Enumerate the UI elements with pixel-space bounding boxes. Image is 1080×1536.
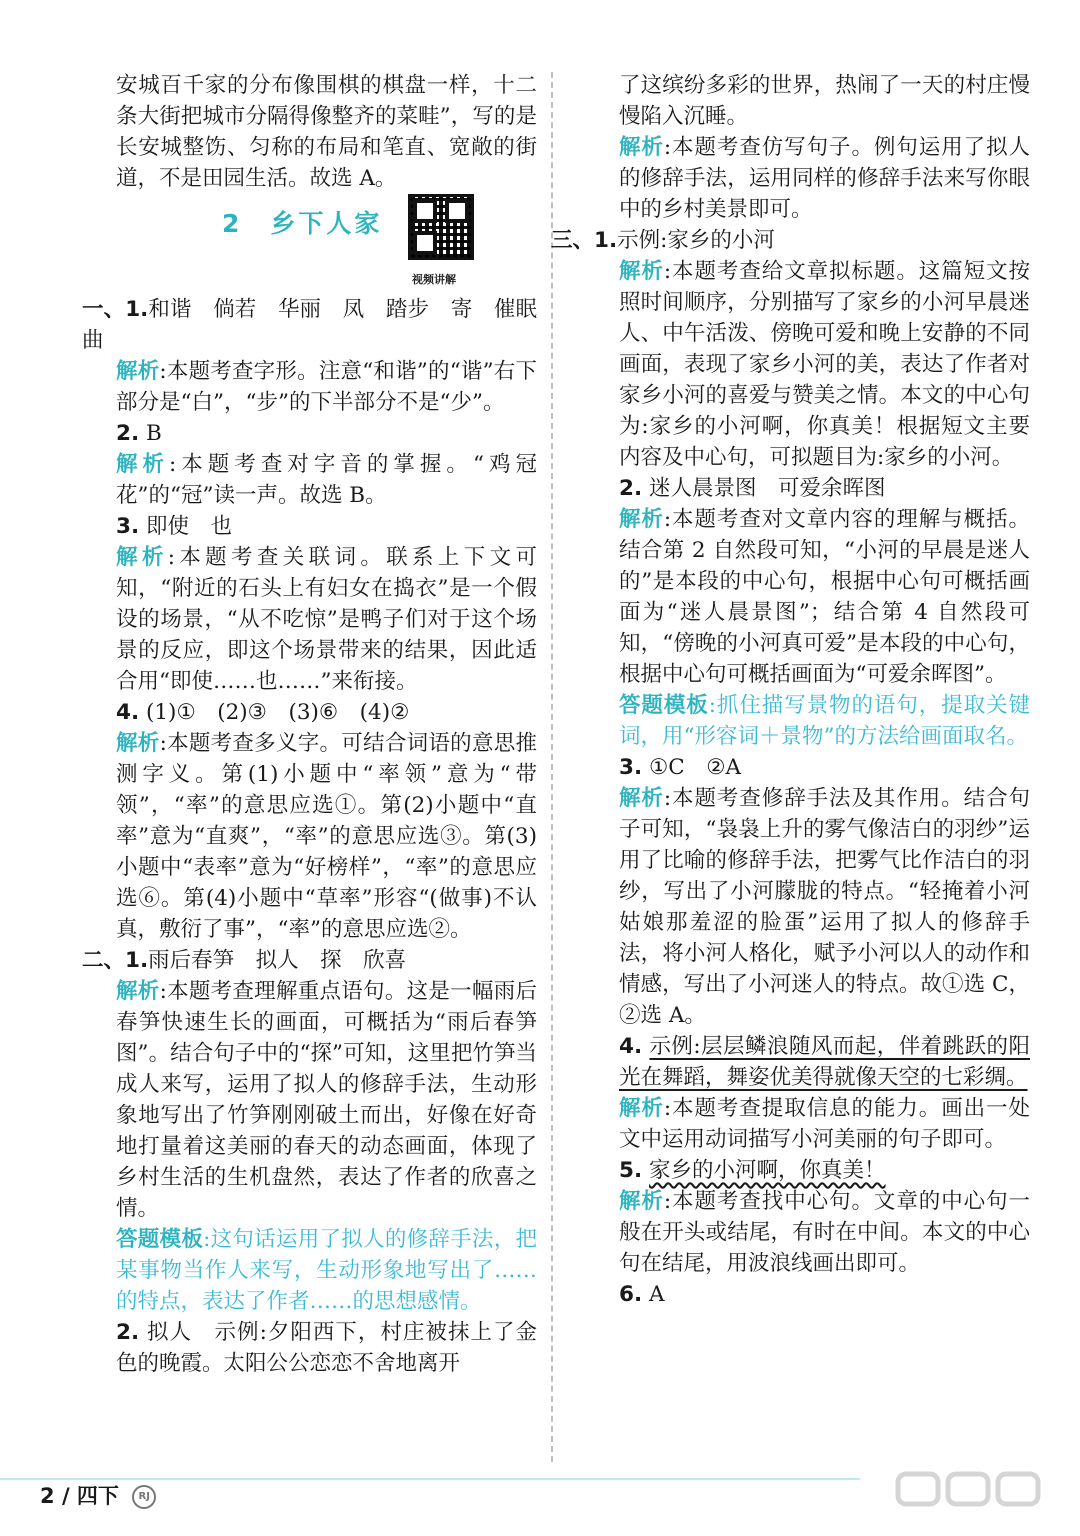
answer-template: 答题模板:抓住描写景物的语句，提取关键词，用“形容词＋景物”的方法给画面取名。 xyxy=(619,693,1030,749)
column-divider xyxy=(551,72,553,1462)
answer-item: 2. 拟人 示例:夕阳西下，村庄被抹上了金色的晚霞。太阳公公恋恋不舍地离开 xyxy=(116,1320,537,1376)
answer-template: 答题模板:这句话运用了拟人的修辞手法，把某事物当作人来写，生动形象地写出了……的特点，表达了作者……的思想感情。 xyxy=(116,1227,537,1314)
analysis: 解析:本题考查提取信息的能力。画出一处文中运用动词描写小河美丽的句子即可。 xyxy=(619,1096,1030,1152)
answer-item: 二、1.雨后春笋 拟人 探 欣喜 xyxy=(82,948,407,973)
analysis: 解析:本题考查对文章内容的理解与概括。结合第 2 自然段可知，“小河的早晨是迷人的”是本段的中心句，根据中心句可概括画面为“迷人晨景图”；结合第 4 自然段可知，“傍晚的小河真可爱”是本段的中心句，根据中心句可概括画面为“可爱余晖图”。 xyxy=(619,507,1030,687)
answer-item: 2. B xyxy=(116,421,162,446)
left-column xyxy=(82,70,537,1379)
answer-item: 一、1.和谐 倘若 华丽 凤 踏步 寄 催眠曲 xyxy=(82,297,537,353)
edition-badge-icon: RJ xyxy=(132,1485,156,1509)
analysis: 解析:本题考查字形。注意“和谐”的“谐”右下部分是“白”，“步”的下半部分不是“少”。 xyxy=(116,359,537,415)
analysis: 解析:本题考查多义字。可结合词语的意思推测字义。第(1)小题中“率领”意为“带领”，“率”的意思应选①。第(2)小题中“直率”意为“直爽”，“率”的意思应选③。第(3)小题中“表率”意为“好榜样”，“率”的意思应选⑥。第(4)小题中“草率”形容“(做事)不认真，敷衍了事”，“率”的意思应选②。 xyxy=(116,731,537,942)
answer-item: 三、1.示例:家乡的小河 xyxy=(551,228,775,253)
analysis: 解析:本题考查仿写句子。例句运用了拟人的修辞手法，运用同样的修辞手法来写你眼中的乡村美景即可。 xyxy=(619,135,1030,222)
answer-item: 6. A xyxy=(619,1282,665,1307)
analysis: 解析:本题考查理解重点语句。这是一幅雨后春笋快速生长的画面，可概括为“雨后春笋图”。结合句子中的“探”可知，这里把竹笋当成人来写，运用了拟人的修辞手法，生动形象地写出了竹笋刚刚破土而出，好像在好奇地打量着这美丽的春天的动态画面，体现了乡村生活的生机盘然，表达了作者的欣喜之情。 xyxy=(116,979,537,1221)
answer-item: 3. ①C ②A xyxy=(619,755,742,780)
lesson-header xyxy=(82,194,537,294)
answer-item: 4. (1)① (2)③ (3)⑥ (4)② xyxy=(116,700,410,725)
continued-text: 安城百千家的分布像围棋的棋盘一样，十二条大街把城市分隔得像整齐的菜畦”，写的是长安城整饬、匀称的布局和笔直、宽敞的街道，不是田园生活。故选 A。 xyxy=(116,73,537,191)
watermark-logo-icon xyxy=(888,1470,1068,1530)
analysis: 解析:本题考查关联词。联系上下文可知，“附近的石头上有妇女在捣衣”是一个假设的场景，“从不吃惊”是鸭子们对于这个场景的反应，即这个场景带来的结果，因此适合用“即使……也……”来衔接。 xyxy=(116,545,537,694)
page-number: 2 xyxy=(40,1484,55,1508)
footer-label xyxy=(40,1480,156,1510)
analysis: 解析:本题考查对字音的掌握。“鸡冠花”的“冠”读一声。故选 B。 xyxy=(116,452,537,508)
answer-item: 3. 即使 也 xyxy=(116,514,232,539)
analysis: 解析:本题考查给文章拟标题。这篇短文按照时间顺序，分别描写了家乡的小河早晨迷人、中午活泼、傍晚可爱和晚上安静的不同画面，表现了家乡小河的美，表达了作者对家乡小河的喜爱与赞美之情。本文的中心句为:家乡的小河啊，你真美！根据短文主要内容及中心句，可拟题目为:家乡的小河。 xyxy=(619,259,1030,470)
qr-code-icon[interactable] xyxy=(408,194,474,260)
continued-text: 了这缤纷多彩的世界，热闹了一天的村庄慢慢陷入沉睡。 xyxy=(619,73,1030,129)
grade-label: 四下 xyxy=(76,1484,119,1508)
qr-caption: 视频讲解 xyxy=(412,273,456,286)
analysis: 解析:本题考查修辞手法及其作用。结合句子可知，“袅袅上升的雾气像洁白的羽纱”运用了比喻的修辞手法，把雾气比作洁白的羽纱，写出了小河朦胧的特点。“轻掩着小河姑娘那羞涩的脸蛋”运用了拟人的修辞手法，将小河人格化，赋予小河以人的动作和情感，写出了小河迷人的特点。故①选 C，②选 A。 xyxy=(619,786,1030,1028)
right-column xyxy=(551,70,1030,1310)
lesson-title: 2 乡下人家 xyxy=(222,209,383,238)
footer-separator: / xyxy=(61,1484,70,1508)
answer-item: 5. 家乡的小河啊，你真美！ xyxy=(619,1158,886,1183)
answer-item: 2. 迷人晨景图 可爱余晖图 xyxy=(619,476,886,501)
analysis: 解析:本题考查找中心句。文章的中心句一般在开头或结尾，有时在中间。本文的中心句在结尾，用波浪线画出即可。 xyxy=(619,1189,1030,1276)
answer-item: 4. 示例:层层鳞浪随风而起，伴着跳跃的阳光在舞蹈，舞姿优美得就像天空的七彩绸。 xyxy=(619,1034,1030,1090)
